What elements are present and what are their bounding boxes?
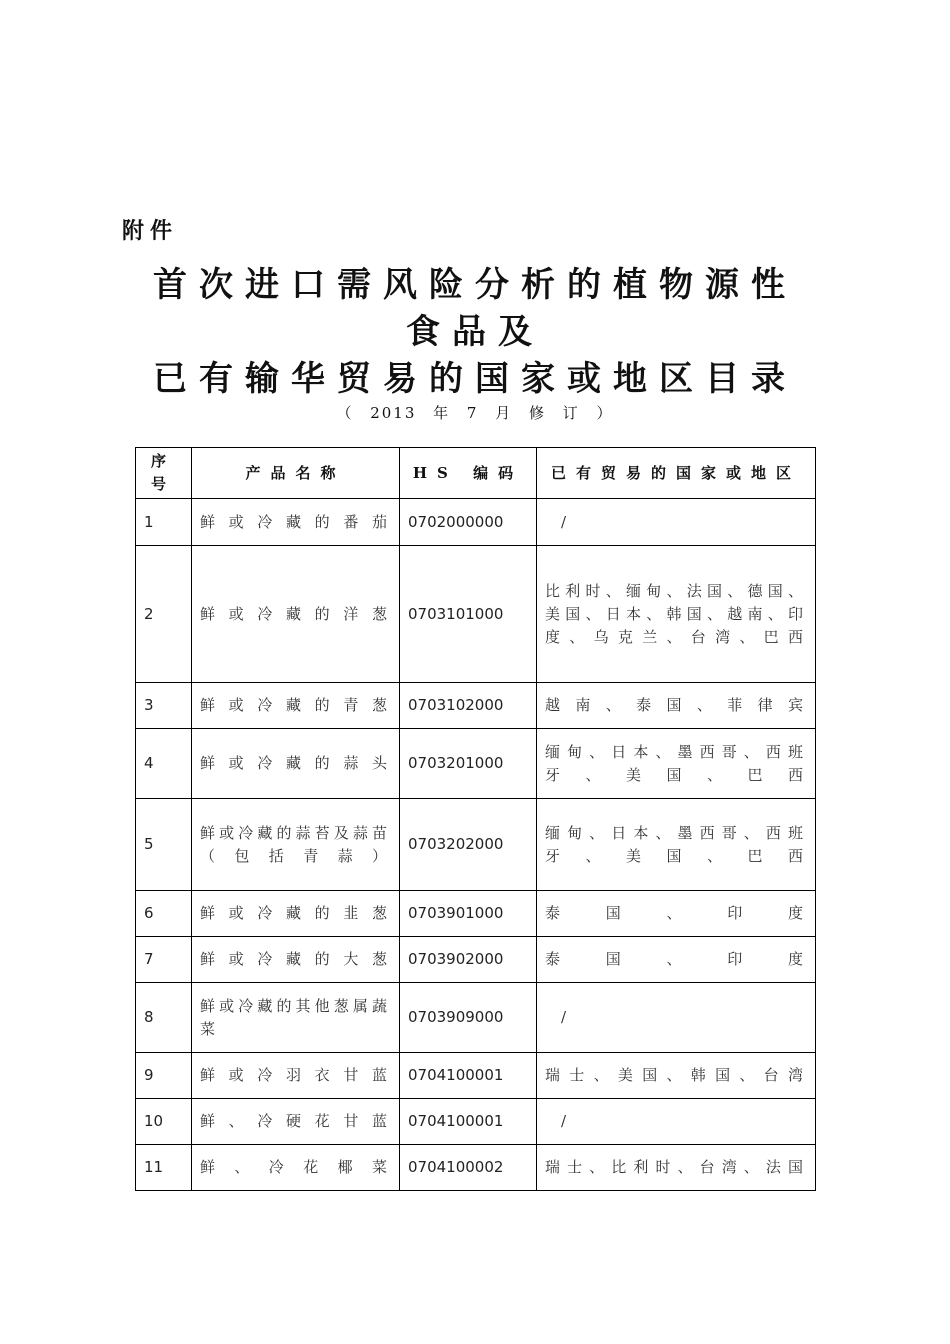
cell-no: 9: [136, 1053, 192, 1099]
cell-hs-code: 0703102000: [400, 683, 537, 729]
cell-countries: 泰国、印度: [537, 937, 816, 983]
cell-product-name: 鲜或冷藏的韭葱: [192, 891, 400, 937]
cell-countries: /: [537, 499, 816, 546]
cell-hs-code: 0702000000: [400, 499, 537, 546]
cell-hs-code: 0703202000: [400, 799, 537, 891]
revision-note: （ 2013 年 7 月 修 订 ）: [336, 404, 614, 422]
document-title-line-1: 首次进口需风险分析的植物源性: [153, 265, 797, 305]
table-row: [136, 683, 816, 729]
cell-countries: 缅甸、日本、墨西哥、西班牙、美国、巴西: [537, 729, 816, 799]
cell-no: 7: [136, 937, 192, 983]
cell-countries: 瑞士、美国、韩国、台湾: [537, 1053, 816, 1099]
cell-hs-code: 0704100002: [400, 1145, 537, 1191]
cell-product-name: 鲜或冷藏的蒜苔及蒜苗（包括青蒜）: [192, 799, 400, 891]
header-no: 序号: [136, 448, 192, 499]
table-row: [136, 1053, 816, 1099]
table-row: [136, 799, 816, 891]
cell-countries: 瑞士、比利时、台湾、法国: [537, 1145, 816, 1191]
cell-hs-code: 0704100001: [400, 1053, 537, 1099]
table-row: [136, 1099, 816, 1145]
attachment-label: 附件: [122, 219, 179, 244]
header-hs-code: HS 编码: [400, 448, 537, 499]
cell-no: 11: [136, 1145, 192, 1191]
table-row: [136, 499, 816, 546]
cell-no: 4: [136, 729, 192, 799]
header-product-name: 产品名称: [192, 448, 400, 499]
cell-no: 3: [136, 683, 192, 729]
table-row: [136, 937, 816, 983]
product-country-table: [135, 447, 816, 1191]
cell-hs-code: 0703909000: [400, 983, 537, 1053]
cell-countries: 比利时、缅甸、法国、德国、美国、日本、韩国、越南、印度、乌克兰、台湾、巴西: [537, 546, 816, 683]
cell-hs-code: 0703201000: [400, 729, 537, 799]
cell-hs-code: 0703902000: [400, 937, 537, 983]
cell-product-name: 鲜、冷硬花甘蓝: [192, 1099, 400, 1145]
cell-product-name: 鲜或冷藏的番茄: [192, 499, 400, 546]
cell-countries: /: [537, 983, 816, 1053]
cell-no: 1: [136, 499, 192, 546]
cell-hs-code: 0703101000: [400, 546, 537, 683]
cell-hs-code: 0704100001: [400, 1099, 537, 1145]
cell-no: 8: [136, 983, 192, 1053]
cell-product-name: 鲜或冷藏的其他葱属蔬菜: [192, 983, 400, 1053]
cell-product-name: 鲜、冷花椰菜: [192, 1145, 400, 1191]
cell-countries: 越南、泰国、菲律宾: [537, 683, 816, 729]
cell-no: 2: [136, 546, 192, 683]
document-title-line-3: 已有输华贸易的国家或地区目录: [153, 359, 797, 399]
cell-countries: 缅甸、日本、墨西哥、西班牙、美国、巴西: [537, 799, 816, 891]
cell-product-name: 鲜或冷藏的蒜头: [192, 729, 400, 799]
table-row: [136, 1145, 816, 1191]
cell-countries: /: [537, 1099, 816, 1145]
cell-no: 5: [136, 799, 192, 891]
table-row: [136, 891, 816, 937]
cell-product-name: 鲜或冷藏的青葱: [192, 683, 400, 729]
table-row: [136, 983, 816, 1053]
cell-product-name: 鲜或冷羽衣甘蓝: [192, 1053, 400, 1099]
cell-product-name: 鲜或冷藏的大葱: [192, 937, 400, 983]
cell-product-name: 鲜或冷藏的洋葱: [192, 546, 400, 683]
table-row: [136, 729, 816, 799]
cell-no: 10: [136, 1099, 192, 1145]
document-title-line-2: 食品及: [406, 312, 544, 352]
cell-countries: 泰国、印度: [537, 891, 816, 937]
cell-no: 6: [136, 891, 192, 937]
cell-hs-code: 0703901000: [400, 891, 537, 937]
header-countries: 已有贸易的国家或地区: [537, 448, 816, 499]
table-header-row: [136, 448, 816, 499]
table-row: [136, 546, 816, 683]
